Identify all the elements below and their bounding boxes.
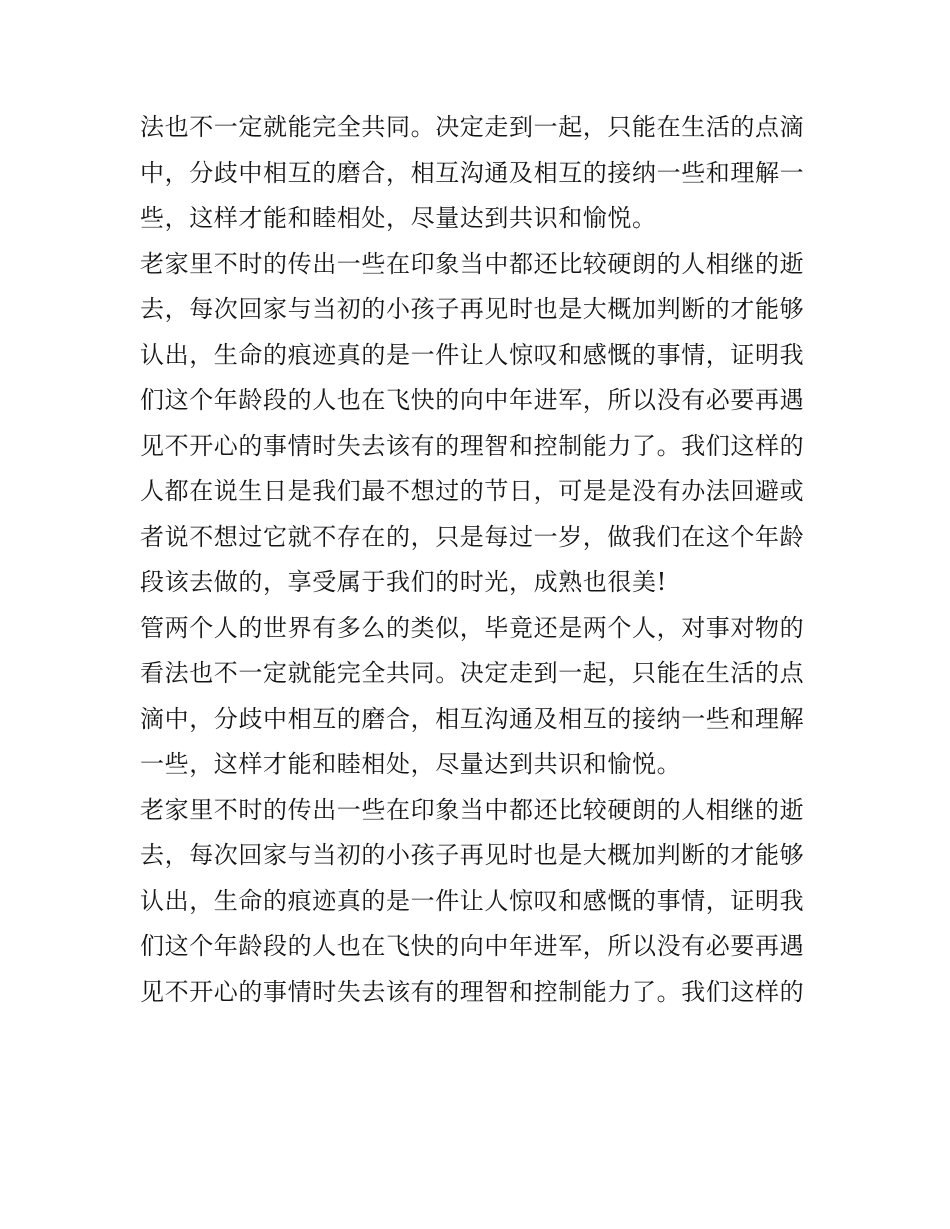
- text-line: 些，这样才能和睦相处，尽量达到共识和愉悦。: [140, 204, 657, 232]
- text-line: 老家里不时的传出一些在印象当中都还比较硬朗的人相继的逝: [140, 795, 805, 824]
- text-line: 段该去做的，享受属于我们的时光，成熟也很美!: [140, 568, 667, 596]
- text-line: 中，分歧中相互的磨合，相互沟通及相互的接纳一些和理解一: [140, 158, 805, 187]
- text-line: 见不开心的事情时失去该有的理智和控制能力了。我们这样的: [140, 431, 805, 460]
- text-line: 们这个年龄段的人也在飞快的向中年进军，所以没有必要再遇: [140, 386, 805, 414]
- text-line: 管两个人的世界有多么的类似，毕竟还是两个人，对事对物的: [140, 613, 805, 642]
- text-line: 法也不一定就能完全共同。决定走到一起，只能在生活的点滴: [140, 113, 805, 141]
- text-line: 去，每次回家与当初的小孩子再见时也是大概加判断的才能够: [140, 295, 805, 323]
- text-line: 去，每次回家与当初的小孩子再见时也是大概加判断的才能够: [140, 841, 805, 869]
- text-line: 一些，这样才能和睦相处，尽量达到共识和愉悦。: [140, 750, 682, 778]
- text-line: 看法也不一定就能完全共同。决定走到一起，只能在生活的点: [140, 659, 805, 687]
- body-text: [140, 105, 820, 1015]
- text-line: 认出，生命的痕迹真的是一件让人惊叹和感慨的事情，证明我: [140, 886, 805, 915]
- text-line: 们这个年龄段的人也在飞快的向中年进军，所以没有必要再遇: [140, 932, 805, 960]
- text-line: 老家里不时的传出一些在印象当中都还比较硬朗的人相继的逝: [140, 249, 805, 278]
- text-line: 认出，生命的痕迹真的是一件让人惊叹和感慨的事情，证明我: [140, 340, 805, 369]
- text-line: 人都在说生日是我们最不想过的节日，可是是没有办法回避或: [140, 477, 805, 505]
- text-line: 者说不想过它就不存在的，只是每过一岁，做我们在这个年龄: [140, 522, 805, 551]
- text-line: 见不开心的事情时失去该有的理智和控制能力了。我们这样的: [140, 977, 805, 1006]
- text-line: 滴中，分歧中相互的磨合，相互沟通及相互的接纳一些和理解: [140, 704, 805, 733]
